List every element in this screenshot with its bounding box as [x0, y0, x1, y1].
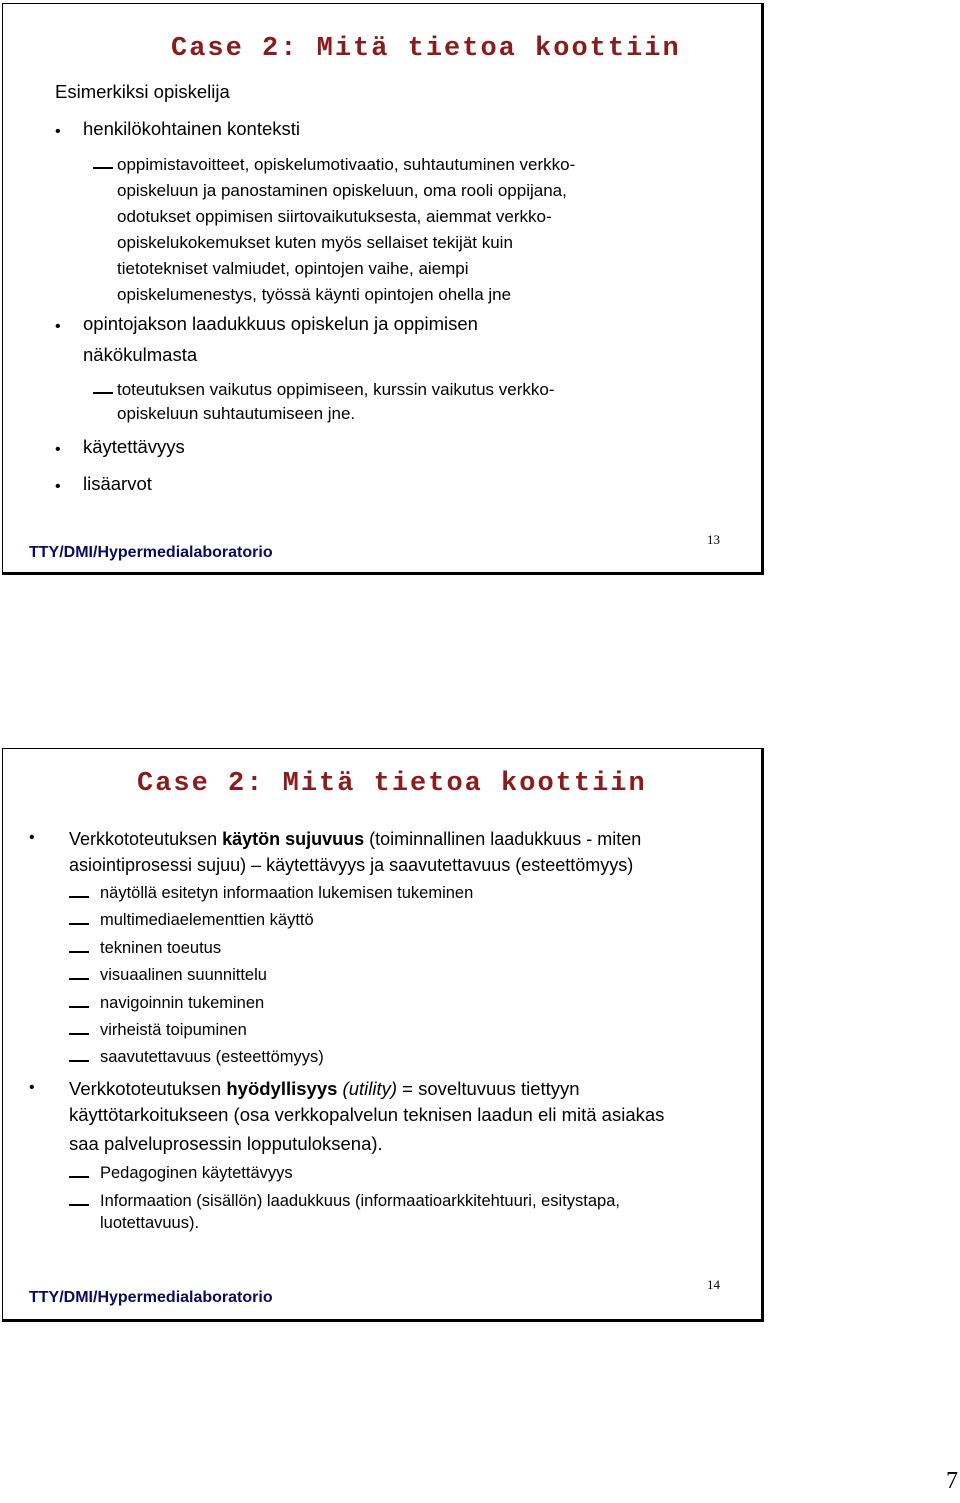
- dash-icon: [69, 951, 89, 953]
- dash-icon: [93, 392, 113, 394]
- bullet-text: Verkkototeutuksen käytön sujuvuus (toiminnallinen laadukkuus - miten: [69, 829, 642, 849]
- bullet-icon: •: [29, 1079, 35, 1096]
- bullet-text: lisäarvot: [83, 473, 152, 494]
- page-number: 13: [707, 532, 720, 547]
- slide-footer: TTY/DMI/Hypermedialaboratorio: [29, 544, 273, 561]
- slide-14: [2, 748, 764, 1322]
- slide-13: [2, 3, 764, 575]
- dash-icon: [69, 1176, 89, 1178]
- sub-line: toteutuksen vaikutus oppimiseen, kurssin vaikutus verkko-: [117, 380, 555, 399]
- sheet-number: 7: [946, 1468, 958, 1494]
- sub-line: Pedagoginen käytettävyys: [100, 1164, 293, 1182]
- sub-line: opiskelumenestys, työssä käynti opintojen ohella jne: [117, 285, 512, 304]
- sub-line: virheistä toipuminen: [100, 1021, 247, 1039]
- bullet-text: opintojakson laadukkuus opiskelun ja oppimisen: [83, 313, 478, 334]
- sub-line: näytöllä esitetyn informaation lukemisen tukeminen: [100, 884, 474, 902]
- dash-icon: [69, 978, 89, 980]
- sub-line: opiskelukokemukset kuten myös sellaiset tekijät kuin: [117, 233, 513, 252]
- bullet-text: henkilökohtainen konteksti: [83, 118, 301, 139]
- sub-line: saavutettavuus (esteettömyys): [100, 1048, 324, 1066]
- dash-icon: [69, 1033, 89, 1035]
- bullet-text: näkökulmasta: [83, 344, 198, 365]
- dash-icon: [93, 167, 113, 169]
- sub-line: tekninen toeutus: [100, 939, 222, 957]
- sub-line: Informaation (sisällön) laadukkuus (informaatioarkkitehtuuri, esitystapa,: [100, 1192, 620, 1210]
- sub-line: luotettavuus).: [100, 1214, 200, 1232]
- sub-line: navigoinnin tukeminen: [100, 994, 265, 1012]
- bullet-text: asiointiprosessi sujuu) – käytettävyys ja saavutettavuus (esteettömyys): [69, 855, 634, 875]
- bullet-text: saa palveluprosessin lopputuloksena).: [69, 1133, 383, 1154]
- sub-line: opiskeluun suhtautumiseen jne.: [117, 404, 356, 423]
- sub-line: opiskeluun ja panostaminen opiskeluun, oma rooli oppijana,: [117, 181, 567, 200]
- sub-line: odotukset oppimisen siirtovaikutuksesta, aiemmat verkko-: [117, 207, 552, 226]
- dash-icon: [69, 1204, 89, 1206]
- bullet-icon: •: [55, 441, 61, 458]
- sub-line: visuaalinen suunnittelu: [100, 966, 267, 984]
- slide-footer: TTY/DMI/Hypermedialaboratorio: [29, 1289, 273, 1306]
- slide-title: Case 2: Mitä tietoa koottiin: [137, 769, 647, 799]
- sub-line: multimediaelementtien käyttö: [100, 911, 314, 929]
- bullet-icon: •: [55, 318, 61, 335]
- bullet-text: käytettävyys: [83, 436, 185, 457]
- dash-icon: [69, 923, 89, 925]
- intro-text: Esimerkiksi opiskelija: [55, 81, 230, 102]
- dash-icon: [69, 1060, 89, 1062]
- sub-line: tietotekniset valmiudet, opintojen vaihe, aiempi: [117, 259, 469, 278]
- dash-icon: [69, 1006, 89, 1008]
- bullet-icon: •: [55, 478, 61, 495]
- bullet-text: Verkkototeutuksen hyödyllisyys (utility) = soveltuvuus tiettyyn: [69, 1078, 580, 1099]
- sub-line: oppimistavoitteet, opiskelumotivaatio, suhtautuminen verkko-: [117, 155, 576, 174]
- dash-icon: [69, 896, 89, 898]
- bullet-icon: •: [29, 829, 35, 846]
- bullet-icon: •: [55, 123, 61, 140]
- page-number: 14: [707, 1277, 720, 1292]
- slide-title: Case 2: Mitä tietoa koottiin: [171, 34, 681, 64]
- bullet-text: käyttötarkoitukseen (osa verkkopalvelun teknisen laadun eli mitä asiakas: [69, 1104, 665, 1125]
